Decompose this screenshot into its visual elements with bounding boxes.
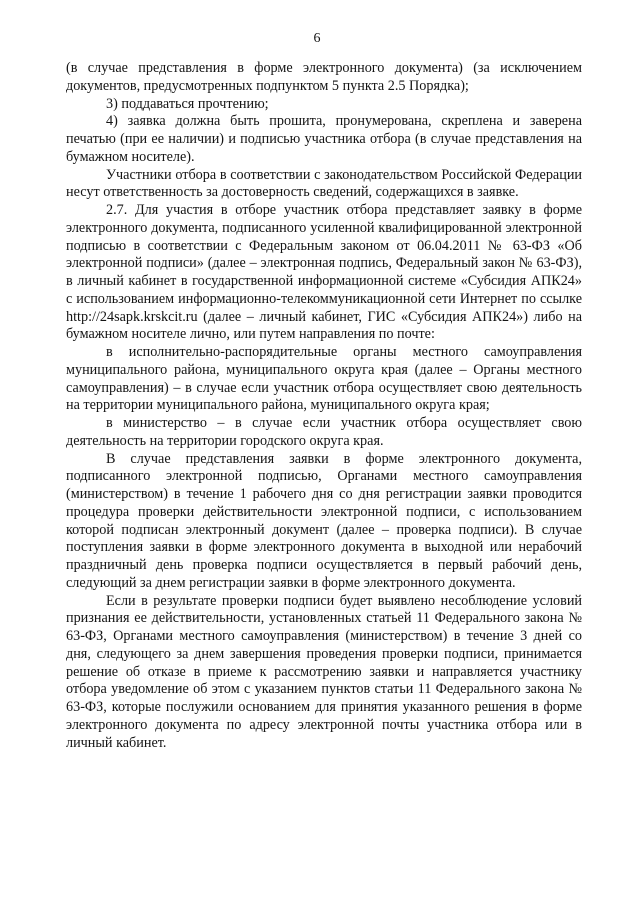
paragraph-ministry: в министерство – в случае если участник отбора осуществляет свою деятельность на территории городского округа края. [66,415,582,449]
paragraph-continuation: (в случае представления в форме электронного документа) (за исключением документов, предусмотренных подпунктом 5 пункта 2.5 Порядка); [66,60,582,94]
document-body [66,60,582,752]
paragraph-local-authorities: в исполнительно-распорядительные органы местного самоуправления муниципального района, муниципального округа края (далее – Органы местного самоуправления) – в случае если участник отбора осуществляет свою деятельность на территории муниципального района, муниципального округа края; [66,344,582,414]
paragraph-signature-check: В случае представления заявки в форме электронного документа, подписанного электронной подписью, Органами местного самоуправления (министерством) в течение 1 рабочего дня со дня регистрации заявки проводится процедура проверки действительности электронной подписи, с использованием которой подписан электронный документ (далее – проверка подписи). В случае поступления заявки в форме электронного документа в выходной или нерабочий праздничный день проверка подписи осуществляется в первый рабочий день, следующий за днем регистрации заявки в форме электронного документа. [66,450,582,591]
page-number: 6 [313,31,321,46]
paragraph-item-4: 4) заявка должна быть прошита, пронумерована, скреплена и заверена печатью (при ее наличии) и подписью участника отбора (в случае представления на бумажном носителе). [66,113,582,165]
paragraph-item-3: 3) поддаваться прочтению; [106,95,269,112]
paragraph-check-failure: Если в результате проверки подписи будет выявлено несоблюдение условий признания ее действительности, установленных статьей 11 Федерального закона № 63-ФЗ, Органами местного самоуправления (министерством) в течение 3 дней со дня, следующего за днем завершения проведения проверки подписи, принимается решение об отказе в приеме к рассмотрению заявки и направляется участнику отбора уведомление об этом с указанием пунктов статьи 11 Федерального закона № 63-ФЗ, которые послужили основанием для принятия указанного решения в форме электронного документа по адресу электронной почты участника отбора или в личный кабинет. [66,592,582,751]
paragraph-responsibility: Участники отбора в соответствии с законодательством Российской Федерации несут ответственность за достоверность сведений, содержащихся в заявке. [66,166,582,201]
paragraph-2-7: 2.7. Для участия в отборе участник отбора представляет заявку в форме электронного документа, подписанного усиленной квалифицированной электронной подписью в соответствии с Федеральным законом от 06.04.2011 № 63-ФЗ «Об электронной подписи» (далее – электронная подпись, Федеральный закон № 63-ФЗ), в личный кабинет в государственной информационной системе «Субсидия АПК24» с использованием информационно-телекоммуникационной сети Интернет по ссылке http://24sapk.krskcit.ru (далее – личный кабинет, ГИС «Субсидия АПК24») либо на бумажном носителе лично, или путем направления по почте: [66,202,582,343]
